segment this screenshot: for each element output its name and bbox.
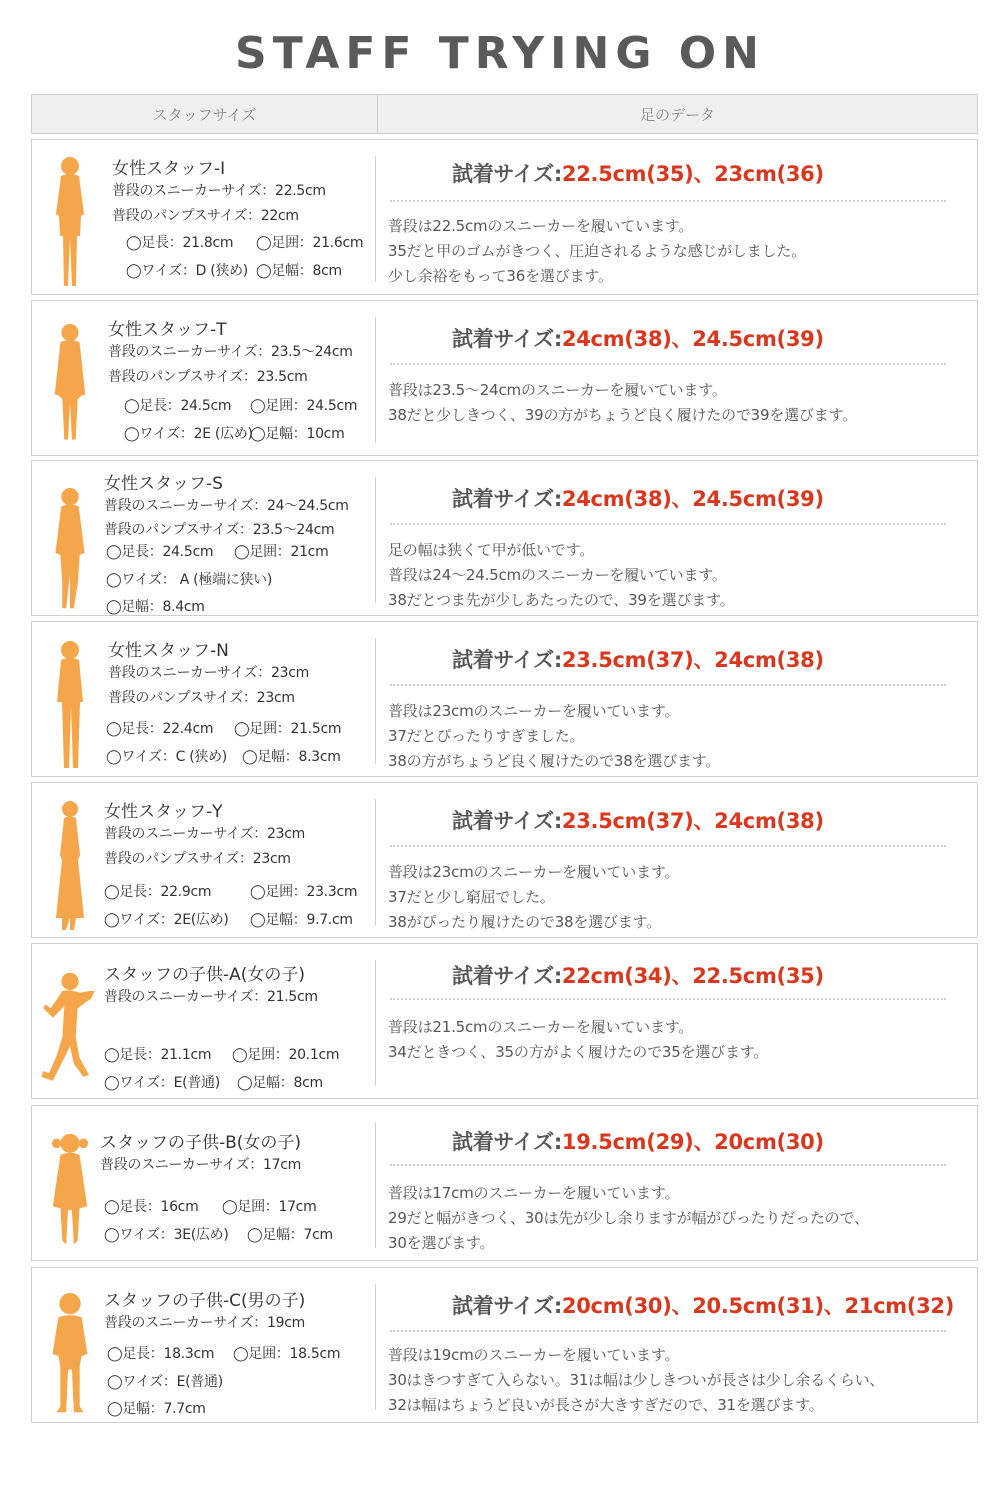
staff-card xyxy=(31,1267,978,1423)
foot-measurement: ◯足囲：21cm xyxy=(234,544,329,560)
woman-silhouette-icon xyxy=(40,640,100,772)
column-divider xyxy=(375,799,376,925)
fitting-comment: 32は幅はちょうど良いが長さが大きすぎだので、31を選びます。 xyxy=(388,1396,824,1414)
foot-measurement: ◯ワイズ：C (狭め) xyxy=(106,749,227,765)
boy-silhouette-icon xyxy=(40,1292,100,1420)
usual-size-line: 普段のパンプスサイズ：23.5〜24cm xyxy=(104,522,335,538)
trial-size-label: 試着サイズ: xyxy=(452,487,562,511)
trial-size-value: 22cm(34)、22.5cm(35) xyxy=(561,964,824,988)
foot-measurement: ◯ワイズ：3E(広め) xyxy=(104,1227,229,1243)
foot-measurement: ◯ワイズ： A (極端に狭い) xyxy=(106,572,273,588)
trial-size xyxy=(452,960,824,990)
foot-measurement: ◯足囲：24.5cm xyxy=(250,398,358,414)
foot-measurement: ◯足長：22.4cm xyxy=(106,721,214,737)
fitting-comment: 37だとぴったりすぎました。 xyxy=(388,727,585,745)
column-divider xyxy=(375,1284,376,1410)
trial-size-label: 試着サイズ: xyxy=(452,327,562,351)
staff-name: 女性スタッフ-Y xyxy=(104,802,223,822)
fitting-comment: 普段は23cmのスニーカーを履いています。 xyxy=(388,863,680,881)
trial-size-value: 19.5cm(29)、20cm(30) xyxy=(561,1130,824,1154)
fitting-comment: 30はきつすぎて入らない。31は幅は少しきついが長さは少し余るくらい、 xyxy=(388,1371,885,1389)
foot-measurement: ◯足長：16cm xyxy=(104,1199,199,1215)
dotted-separator xyxy=(390,363,946,365)
fitting-comment: 足の幅は狭くて甲が低いです。 xyxy=(388,541,595,559)
girl-silhouette-icon xyxy=(40,1130,100,1256)
trial-size-value: 24cm(38)、24.5cm(39) xyxy=(561,327,824,351)
fitting-comment: 38の方がちょうど良く履けたので38を選びます。 xyxy=(388,752,721,770)
staff-name: 女性スタッフ-I xyxy=(112,159,226,179)
usual-size-line: 普段のスニーカーサイズ：19cm xyxy=(104,1315,305,1331)
foot-measurement: ◯足幅：9.7.cm xyxy=(250,912,353,928)
staff-card xyxy=(31,782,978,938)
foot-measurement: ◯足幅：8.4cm xyxy=(106,599,205,615)
trial-size-label: 試着サイズ: xyxy=(452,162,562,186)
foot-measurement: ◯足長：24.5cm xyxy=(124,398,232,414)
trial-size-label: 試着サイズ: xyxy=(452,809,562,833)
usual-size-line: 普段のスニーカーサイズ：21.5cm xyxy=(104,989,318,1005)
trial-size-value: 23.5cm(37)、24cm(38) xyxy=(561,809,824,833)
trial-size xyxy=(452,644,824,674)
usual-size-line: 普段のスニーカーサイズ：24〜24.5cm xyxy=(104,498,349,514)
dotted-separator xyxy=(390,684,946,686)
foot-measurement: ◯足幅：8cm xyxy=(256,263,342,279)
staff-name: 女性スタッフ-S xyxy=(104,474,223,494)
column-divider xyxy=(375,156,376,282)
fitting-comment: 普段は19cmのスニーカーを履いています。 xyxy=(388,1346,680,1364)
trial-size-value: 24cm(38)、24.5cm(39) xyxy=(561,487,824,511)
fitting-comment: 38だと少しきつく、39の方がちょうど良く履けたので39を選びます。 xyxy=(388,406,857,424)
trial-size-value: 22.5cm(35)、23cm(36) xyxy=(561,162,824,186)
column-divider xyxy=(375,477,376,603)
trial-size-label: 試着サイズ: xyxy=(452,1294,562,1318)
foot-measurement: ◯足幅：7.7cm xyxy=(107,1401,206,1417)
foot-measurement: ◯ワイズ：2E(広め) xyxy=(104,912,229,928)
girl-silhouette-icon xyxy=(40,970,100,1096)
trial-size xyxy=(452,323,824,353)
foot-measurement: ◯ワイズ：E(普通) xyxy=(107,1374,223,1390)
foot-measurement: ◯足長：21.1cm xyxy=(104,1047,212,1063)
trial-size-value: 20cm(30)、20.5cm(31)、21cm(32) xyxy=(561,1294,955,1318)
foot-measurement: ◯足囲：21.6cm xyxy=(256,235,364,251)
column-divider xyxy=(375,960,376,1086)
foot-measurement: ◯ワイズ：2E (広め) xyxy=(124,426,253,442)
usual-size-line: 普段のスニーカーサイズ：23.5〜24cm xyxy=(108,344,353,360)
trial-size-label: 試着サイズ: xyxy=(452,964,562,988)
fitting-comment: 35だと甲のゴムがきつく、圧迫されるような感じがしました。 xyxy=(388,242,806,260)
trial-size xyxy=(452,805,824,835)
column-divider xyxy=(375,317,376,443)
usual-size-line: 普段のパンプスサイズ：22cm xyxy=(112,208,299,224)
foot-measurement: ◯足囲：23.3cm xyxy=(250,884,358,900)
foot-measurement: ◯足囲：17cm xyxy=(222,1199,317,1215)
foot-measurement: ◯足囲：18.5cm xyxy=(233,1346,341,1362)
table-header xyxy=(31,94,978,134)
staff-name: スタッフの子供-C(男の子) xyxy=(104,1291,306,1311)
staff-card xyxy=(31,300,978,456)
foot-measurement: ◯足幅：8.3cm xyxy=(242,749,341,765)
dotted-separator xyxy=(390,1164,946,1166)
fitting-comment: 38がぴったり履けたので38を選びます。 xyxy=(388,913,661,931)
foot-measurement: ◯足囲：20.1cm xyxy=(232,1047,340,1063)
staff-name: 女性スタッフ-T xyxy=(108,320,227,340)
foot-measurement: ◯足幅：8cm xyxy=(237,1075,323,1091)
dotted-separator xyxy=(390,523,946,525)
trial-size xyxy=(452,1126,824,1156)
header-staff-size: スタッフサイズ xyxy=(32,95,378,133)
trial-size-label: 試着サイズ: xyxy=(452,1130,562,1154)
usual-size-line: 普段のスニーカーサイズ：23cm xyxy=(108,665,309,681)
header-foot-data: 足のデータ xyxy=(639,105,715,124)
usual-size-line: 普段のスニーカーサイズ：23cm xyxy=(104,826,305,842)
fitting-comment: 38だとつま先が少しあたったので、39を選びます。 xyxy=(388,591,735,609)
usual-size-line: 普段のスニーカーサイズ：22.5cm xyxy=(112,183,326,199)
trial-size xyxy=(452,158,824,188)
fitting-comment: 37だと少し窮屈でした。 xyxy=(388,888,555,906)
page-title: STAFF TRYING ON xyxy=(235,28,765,79)
staff-card xyxy=(31,460,978,616)
woman-silhouette-icon xyxy=(40,799,100,933)
usual-size-line: 普段のパンプスサイズ：23cm xyxy=(104,851,291,867)
trial-size-value: 23.5cm(37)、24cm(38) xyxy=(561,648,824,672)
usual-size-line: 普段のスニーカーサイズ：17cm xyxy=(100,1157,301,1173)
woman-silhouette-icon xyxy=(40,487,100,615)
fitting-comment: 30を選びます。 xyxy=(388,1234,495,1252)
dotted-separator xyxy=(390,1330,946,1332)
foot-measurement: ◯足幅：7cm xyxy=(247,1227,333,1243)
dotted-separator xyxy=(390,845,946,847)
trial-size-label: 試着サイズ: xyxy=(452,648,562,672)
foot-measurement: ◯足囲：21.5cm xyxy=(234,721,342,737)
fitting-comment: 普段は24〜24.5cmのスニーカーを履いています。 xyxy=(388,566,727,584)
fitting-comment: 普段は23.5〜24cmのスニーカーを履いています。 xyxy=(388,381,727,399)
foot-measurement: ◯ワイズ：E(普通) xyxy=(104,1075,220,1091)
staff-card xyxy=(31,943,978,1099)
woman-silhouette-icon xyxy=(40,156,100,288)
usual-size-line: 普段のパンプスサイズ：23cm xyxy=(108,690,295,706)
foot-measurement: ◯ワイズ：D (狭め) xyxy=(126,263,248,279)
staff-card xyxy=(31,139,978,295)
foot-measurement: ◯足幅：10cm xyxy=(250,426,345,442)
fitting-comment: 29だと幅がきつく、30は先が少し余りますが幅がぴったりだったので、 xyxy=(388,1209,869,1227)
fitting-comment: 普段は22.5cmのスニーカーを履いています。 xyxy=(388,217,694,235)
fitting-comment: 普段は23cmのスニーカーを履いています。 xyxy=(388,702,680,720)
staff-card xyxy=(31,1105,978,1261)
dotted-separator xyxy=(390,200,946,202)
column-divider xyxy=(375,1122,376,1248)
foot-measurement: ◯足長：18.3cm xyxy=(107,1346,215,1362)
usual-size-line: 普段のパンプスサイズ：23.5cm xyxy=(108,369,308,385)
foot-measurement: ◯足長：22.9cm xyxy=(104,884,212,900)
fitting-comment: 少し余裕をもって36を選びます。 xyxy=(388,267,613,285)
column-divider xyxy=(375,638,376,764)
foot-measurement: ◯足長：24.5cm xyxy=(106,544,214,560)
fitting-comment: 普段は17cmのスニーカーを履いています。 xyxy=(388,1184,680,1202)
woman-silhouette-icon xyxy=(40,323,100,449)
dotted-separator xyxy=(390,998,946,1000)
fitting-comment: 普段は21.5cmのスニーカーを履いています。 xyxy=(388,1018,694,1036)
trial-size xyxy=(452,483,824,513)
trial-size xyxy=(452,1290,954,1320)
staff-name: スタッフの子供-A(女の子) xyxy=(104,965,306,985)
staff-card xyxy=(31,621,978,777)
fitting-comment: 34だときつく、35の方がよく履けたので35を選びます。 xyxy=(388,1043,769,1061)
staff-name: 女性スタッフ-N xyxy=(108,641,229,661)
staff-name: スタッフの子供-B(女の子) xyxy=(100,1133,302,1153)
foot-measurement: ◯足長：21.8cm xyxy=(126,235,234,251)
